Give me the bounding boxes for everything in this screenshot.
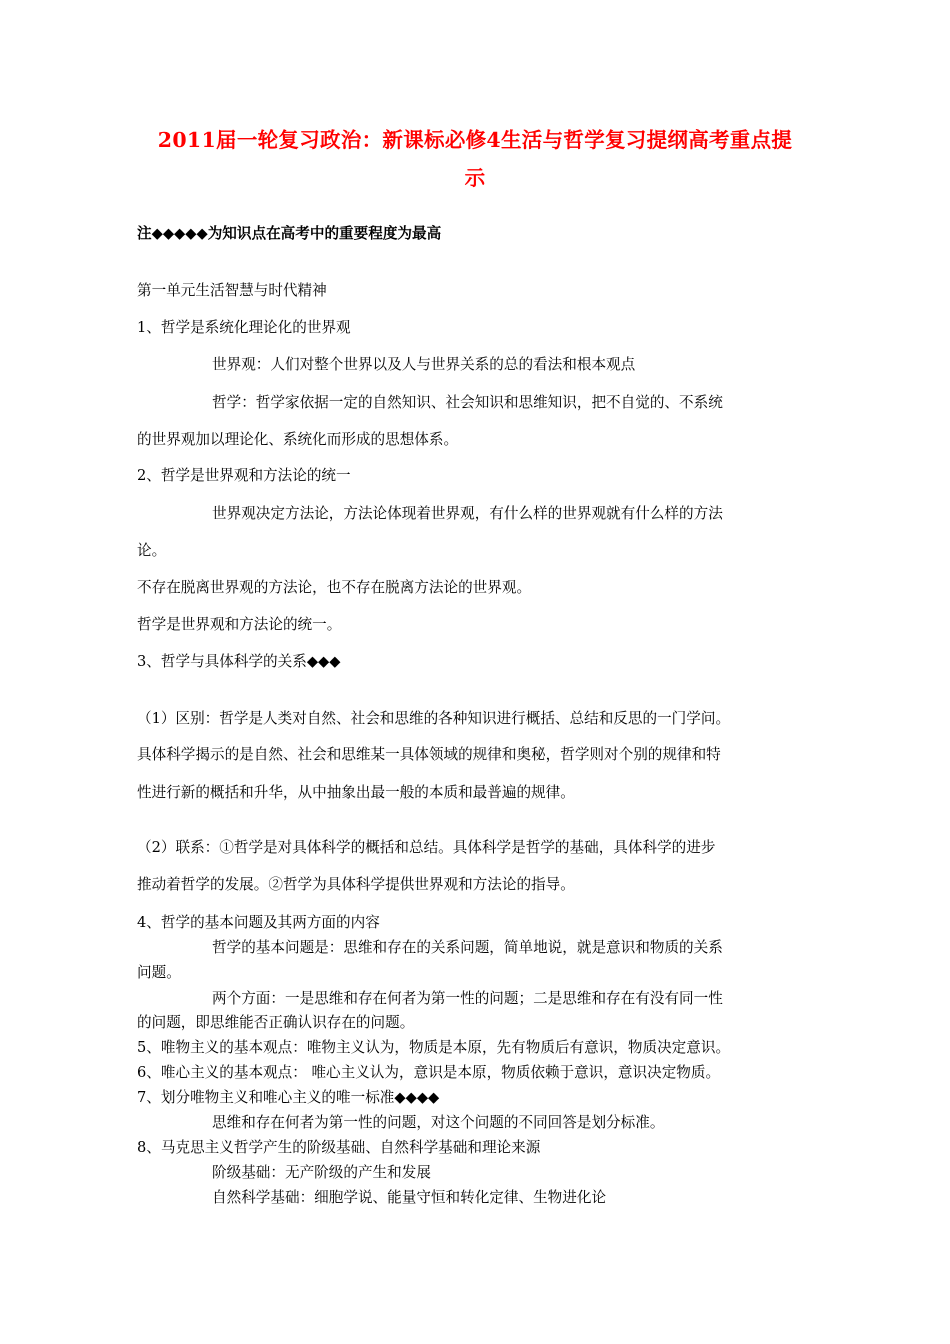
title-line-1: 2011届一轮复习政治：新课标必修4生活与哲学复习提纲高考重点提 bbox=[157, 128, 793, 152]
section-heading-3: 3、哲学与具体科学的关系◆◆◆ bbox=[137, 653, 341, 670]
paragraph-line: 阶级基础：无产阶级的产生和发展 bbox=[212, 1164, 431, 1181]
paragraph-line: 的问题，即思维能否正确认识存在的问题。 bbox=[137, 1014, 415, 1031]
paragraph-line: 思维和存在何者为第一性的问题，对这个问题的不同回答是划分标准。 bbox=[212, 1114, 665, 1131]
section-heading-4: 4、哲学的基本问题及其两方面的内容 bbox=[137, 914, 380, 931]
paragraph-line: 哲学的基本问题是：思维和存在的关系问题，简单地说，就是意识和物质的关系 bbox=[212, 939, 723, 956]
paragraph-line: 不存在脱离世界观的方法论，也不存在脱离方法论的世界观。 bbox=[137, 579, 532, 596]
section-heading-2: 2、哲学是世界观和方法论的统一 bbox=[137, 467, 351, 484]
paragraph-line: 推动着哲学的发展。②哲学为具体科学提供世界观和方法论的指导。 bbox=[137, 876, 575, 893]
paragraph-line: （2）联系：①哲学是对具体科学的概括和总结。具体科学是哲学的基础，具体科学的进步 bbox=[137, 839, 716, 856]
document-title bbox=[130, 121, 820, 197]
section-heading-5: 5、唯物主义的基本观点：唯物主义认为，物质是本原，先有物质后有意识，物质决定意识。 bbox=[137, 1039, 731, 1056]
paragraph-line: 具体科学揭示的是自然、社会和思维某一具体领域的规律和奥秘，哲学则对个别的规律和特 bbox=[137, 746, 721, 763]
paragraph-line: 问题。 bbox=[137, 964, 181, 981]
paragraph-line: 的世界观加以理论化、系统化而形成的思想体系。 bbox=[137, 431, 459, 448]
paragraph-line: 哲学：哲学家依据一定的自然知识、社会知识和思维知识，把不自觉的、不系统 bbox=[212, 394, 723, 411]
section-heading-6: 6、唯心主义的基本观点： 唯心主义认为，意识是本原，物质依赖于意识，意识决定物质。 bbox=[137, 1064, 721, 1081]
unit-heading: 第一单元生活智慧与时代精神 bbox=[137, 282, 327, 299]
section-heading-1: 1、哲学是系统化理论化的世界观 bbox=[137, 319, 351, 336]
paragraph-line: 论。 bbox=[137, 542, 167, 559]
section-heading-8: 8、马克思主义哲学产生的阶级基础、自然科学基础和理论来源 bbox=[137, 1139, 541, 1156]
paragraph-line: 性进行新的概括和升华，从中抽象出最一般的本质和最普遍的规律。 bbox=[137, 784, 575, 801]
title-line-2: 示 bbox=[464, 166, 486, 190]
paragraph-line: （1）区别：哲学是人类对自然、社会和思维的各种知识进行概括、总结和反思的一门学问。 bbox=[137, 710, 731, 727]
paragraph-line: 两个方面：一是思维和存在何者为第一性的问题；二是思维和存在有没有同一性 bbox=[212, 990, 723, 1007]
importance-note: 注◆◆◆◆◆为知识点在高考中的重要程度为最高 bbox=[137, 225, 442, 242]
section-heading-7: 7、划分唯物主义和唯心主义的唯一标准◆◆◆◆ bbox=[137, 1089, 440, 1106]
paragraph-line: 自然科学基础：细胞学说、能量守恒和转化定律、生物进化论 bbox=[212, 1189, 607, 1206]
paragraph-line: 世界观决定方法论，方法论体现着世界观，有什么样的世界观就有什么样的方法 bbox=[212, 505, 723, 522]
paragraph-line: 世界观：人们对整个世界以及人与世界关系的总的看法和根本观点 bbox=[212, 356, 636, 373]
paragraph-line: 哲学是世界观和方法论的统一。 bbox=[137, 616, 342, 633]
